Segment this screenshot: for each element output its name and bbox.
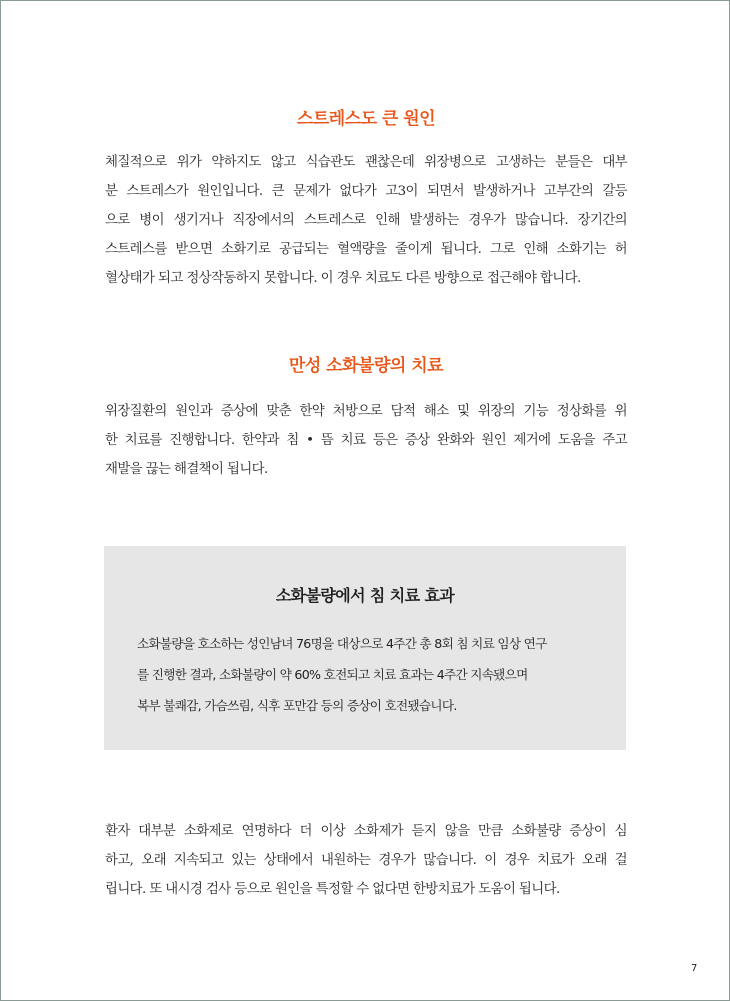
box-line: 복부 불쾌감, 가슴쓰림, 식후 포만감 등의 증상이 호전됐습니다. [137,698,457,713]
paragraph-line: 스트레스를 받으면 소화기로 공급되는 혈액량을 줄이게 됩니다. 그로 인해 소화기는 허 [105,242,627,257]
box-line: 를 진행한 결과, 소화불량이 약 60% 호전되고 치료 효과는 4주간 지속됐으며 [137,667,528,682]
paragraph-line: 재발을 끊는 해결책이 됩니다. [105,462,268,477]
box-line: 소화불량을 호소하는 성인남녀 76명을 대상으로 4주간 총 8회 침 치료 임상 연구 [137,636,547,651]
section-heading-stress: 스트레스도 큰 원인 [296,109,436,129]
paragraph-line: 분 스트레스가 원인입니다. 큰 문제가 없다가 고3이 되면서 발생하거나 고부간의 갈등 [105,184,627,199]
paragraph-line: 혈상태가 되고 정상작동하지 못합니다. 이 경우 치료도 다른 방향으로 접근해야 합니다. [105,271,581,286]
section-heading-treatment: 만성 소화불량의 치료 [288,356,444,376]
paragraph-line: 하고, 오래 지속되고 있는 상태에서 내원하는 경우가 많습니다. 이 경우 치료가 오래 걸 [105,853,627,868]
acupuncture-effect-box [104,546,626,750]
box-body [137,628,599,721]
paragraph-line: 립니다. 또 내시경 검사 등으로 원인을 특정할 수 없다면 한방치료가 도움이 됩니다. [105,882,560,897]
paragraph-line: 한 치료를 진행합니다. 한약과 침 • 뜸 치료 등은 증상 완화와 원인 제거에 도움을 주고 [105,433,627,448]
paragraph-line: 으로 병이 생기거나 직장에서의 스트레스로 인해 발생하는 경우가 많습니다. 장기간의 [105,213,627,228]
paragraph-stress [105,148,627,293]
box-title: 소화불량에서 침 치료 효과 [275,586,455,605]
paragraph-line: 체질적으로 위가 약하지도 않고 식습관도 괜찮은데 위장병으로 고생하는 분들은 대부 [105,155,627,170]
paragraph-line: 위장질환의 원인과 증상에 맞춘 한약 처방으로 담적 해소 및 위장의 기능 정상화를 위 [105,404,627,419]
paragraph-treatment [105,397,627,484]
page-number: 7 [691,963,698,974]
paragraph-digestive-aids [105,817,627,904]
paragraph-line: 환자 대부분 소화제로 연명하다 더 이상 소화제가 듣지 않을 만큼 소화불량 증상이 심 [105,824,627,839]
